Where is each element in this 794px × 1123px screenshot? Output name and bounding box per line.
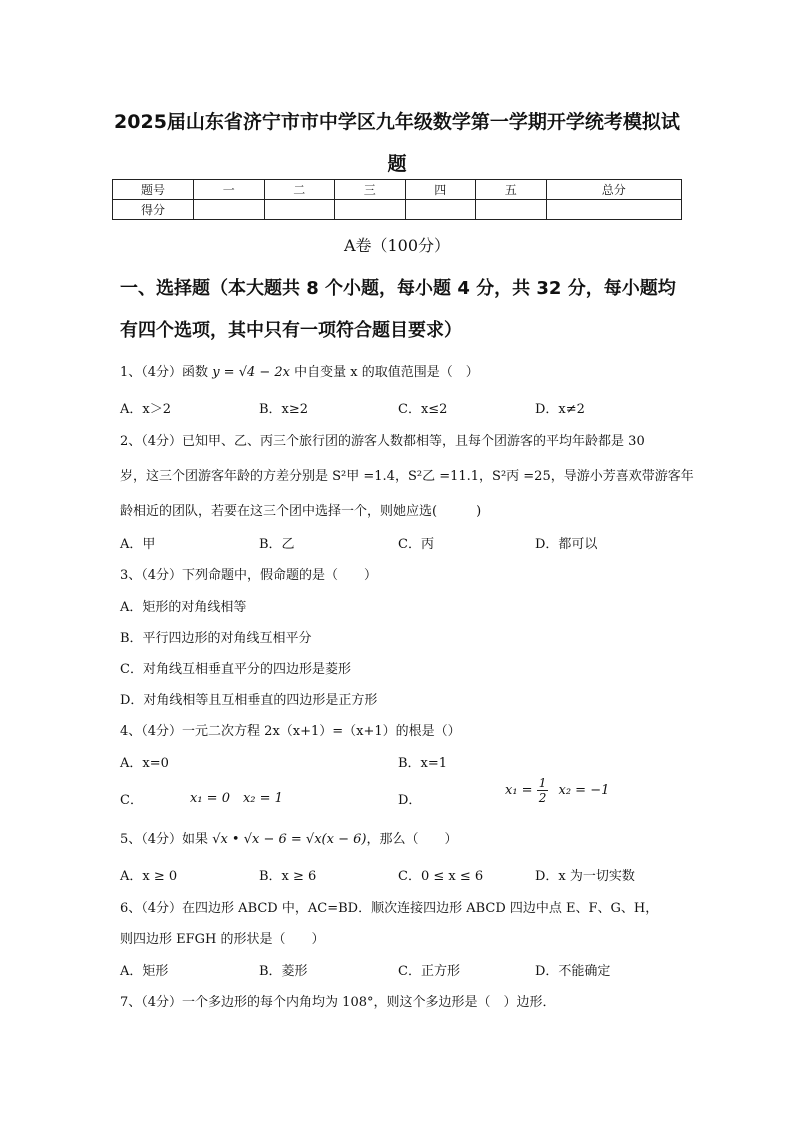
question-6-line1: 6、（4分）在四边形 ABCD 中，AC=BD．顺次连接四边形 ABCD 四边中点 E、F、G、H， [120,901,659,916]
score-header-cell: 二 [264,180,335,200]
question-1-option-d: D．x≠2 [535,402,585,417]
question-5-option-a: A．x ≥ 0 [120,869,178,884]
score-cell [405,200,476,220]
score-header-cell: 一 [194,180,265,200]
score-header-cell: 五 [476,180,547,200]
question-2-option-b: B．乙 [259,537,295,552]
question-5-option-d: D．x 为一切实数 [535,869,635,884]
question-5-stem [120,828,457,847]
section-heading-line1: 一、选择题（本大题共 8 个小题，每小题 4 分，共 32 分，每小题均 [120,278,676,299]
score-cell [476,200,547,220]
question-4-option-c: C． [120,793,143,808]
question-4-option-b: B．x=1 [398,756,448,771]
question-7-stem: 7、（4分）一个多边形的每个内角均为 108°，则这个多边形是（ ）边形． [120,995,556,1010]
question-4-d-right: x₂ = −1 [558,783,610,798]
question-6-line2: 则四边形 EFGH 的形状是（ ） [120,932,325,947]
question-5-option-b: B．x ≥ 6 [259,869,317,884]
question-6-option-b: B．菱形 [259,964,308,979]
exam-title-line1: 2025届山东省济宁市市中学区九年级数学第一学期开学统考模拟试 [114,111,680,133]
score-header-cell: 三 [335,180,406,200]
score-header-cell: 四 [405,180,476,200]
score-header-cell: 题号 [113,180,194,200]
question-6-option-d: D．不能确定 [535,964,611,979]
question-3-stem: 3、（4分）下列命题中，假命题的是（ ） [120,568,378,583]
score-table [112,179,682,220]
question-2-line3: 龄相近的团队，若要在这三个团中选择一个，则她应选( ) [120,504,482,519]
question-5-formula: √x • √x − 6 = √x(x − 6) [212,832,367,847]
score-cell [194,200,265,220]
question-4-d-left: x₁ = [505,783,533,798]
question-3-option-c: C．对角线互相垂直平分的四边形是菱形 [120,662,351,677]
question-4-option-d-formula [505,776,609,805]
volume-heading: A卷（100分） [343,236,451,255]
question-2-line1: 2、（4分）已知甲、乙、丙三个旅行团的游客人数都相等，且每个团游客的平均年龄都是 30 [120,434,645,449]
question-2-line2: 岁，这三个团游客年龄的方差分别是 S²甲 =1.4，S²乙 =11.1，S²丙 =25，导游小芳喜欢带游客年 [120,469,694,484]
question-4-option-d: D． [398,793,422,808]
question-1-option-b: B．x≥2 [259,402,309,417]
fraction [537,776,549,805]
question-3-option-d: D．对角线相等且互相垂直的四边形是正方形 [120,693,378,708]
question-5-suffix: ，那么（ ） [366,832,458,847]
question-5-prefix: 5、（4分）如果 [120,832,213,847]
question-1-formula: y = √4 − 2x [212,365,291,380]
score-cell [335,200,406,220]
question-4-stem: 4、（4分）一元二次方程 2x（x+1）=（x+1）的根是（） [120,724,461,739]
question-1-option-c: C．x≤2 [398,402,448,417]
question-3-option-a: A．矩形的对角线相等 [120,600,247,615]
question-1-option-a: A．x＞2 [120,402,171,417]
question-1-suffix: 中自变量 x 的取值范围是（ ） [290,365,479,380]
score-header-cell: 总分 [546,180,682,200]
fraction-numerator: 1 [538,776,547,790]
question-1-prefix: 1、（4分）函数 [120,365,213,380]
exam-title-line2: 题 [387,153,407,175]
question-2-option-a: A．甲 [120,537,156,552]
question-2-option-d: D．都可以 [535,537,598,552]
score-row-label: 得分 [113,200,194,220]
score-table-score-row [113,200,682,220]
question-4-option-c-formula: x₁ = 0 x₂ = 1 [190,791,283,806]
question-4-option-a: A．x=0 [120,756,169,771]
question-3-option-b: B．平行四边形的对角线互相平分 [120,631,312,646]
score-cell [264,200,335,220]
fraction-denominator: 2 [538,791,547,805]
score-table-header-row [113,180,682,200]
section-heading-line2: 有四个选项，其中只有一项符合题目要求） [120,320,462,341]
question-2-option-c: C．丙 [398,537,434,552]
question-1-stem [120,361,479,380]
question-6-option-c: C．正方形 [398,964,460,979]
question-5-option-c: C．0 ≤ x ≤ 6 [398,869,484,884]
question-6-option-a: A．矩形 [120,964,169,979]
score-cell [546,200,682,220]
